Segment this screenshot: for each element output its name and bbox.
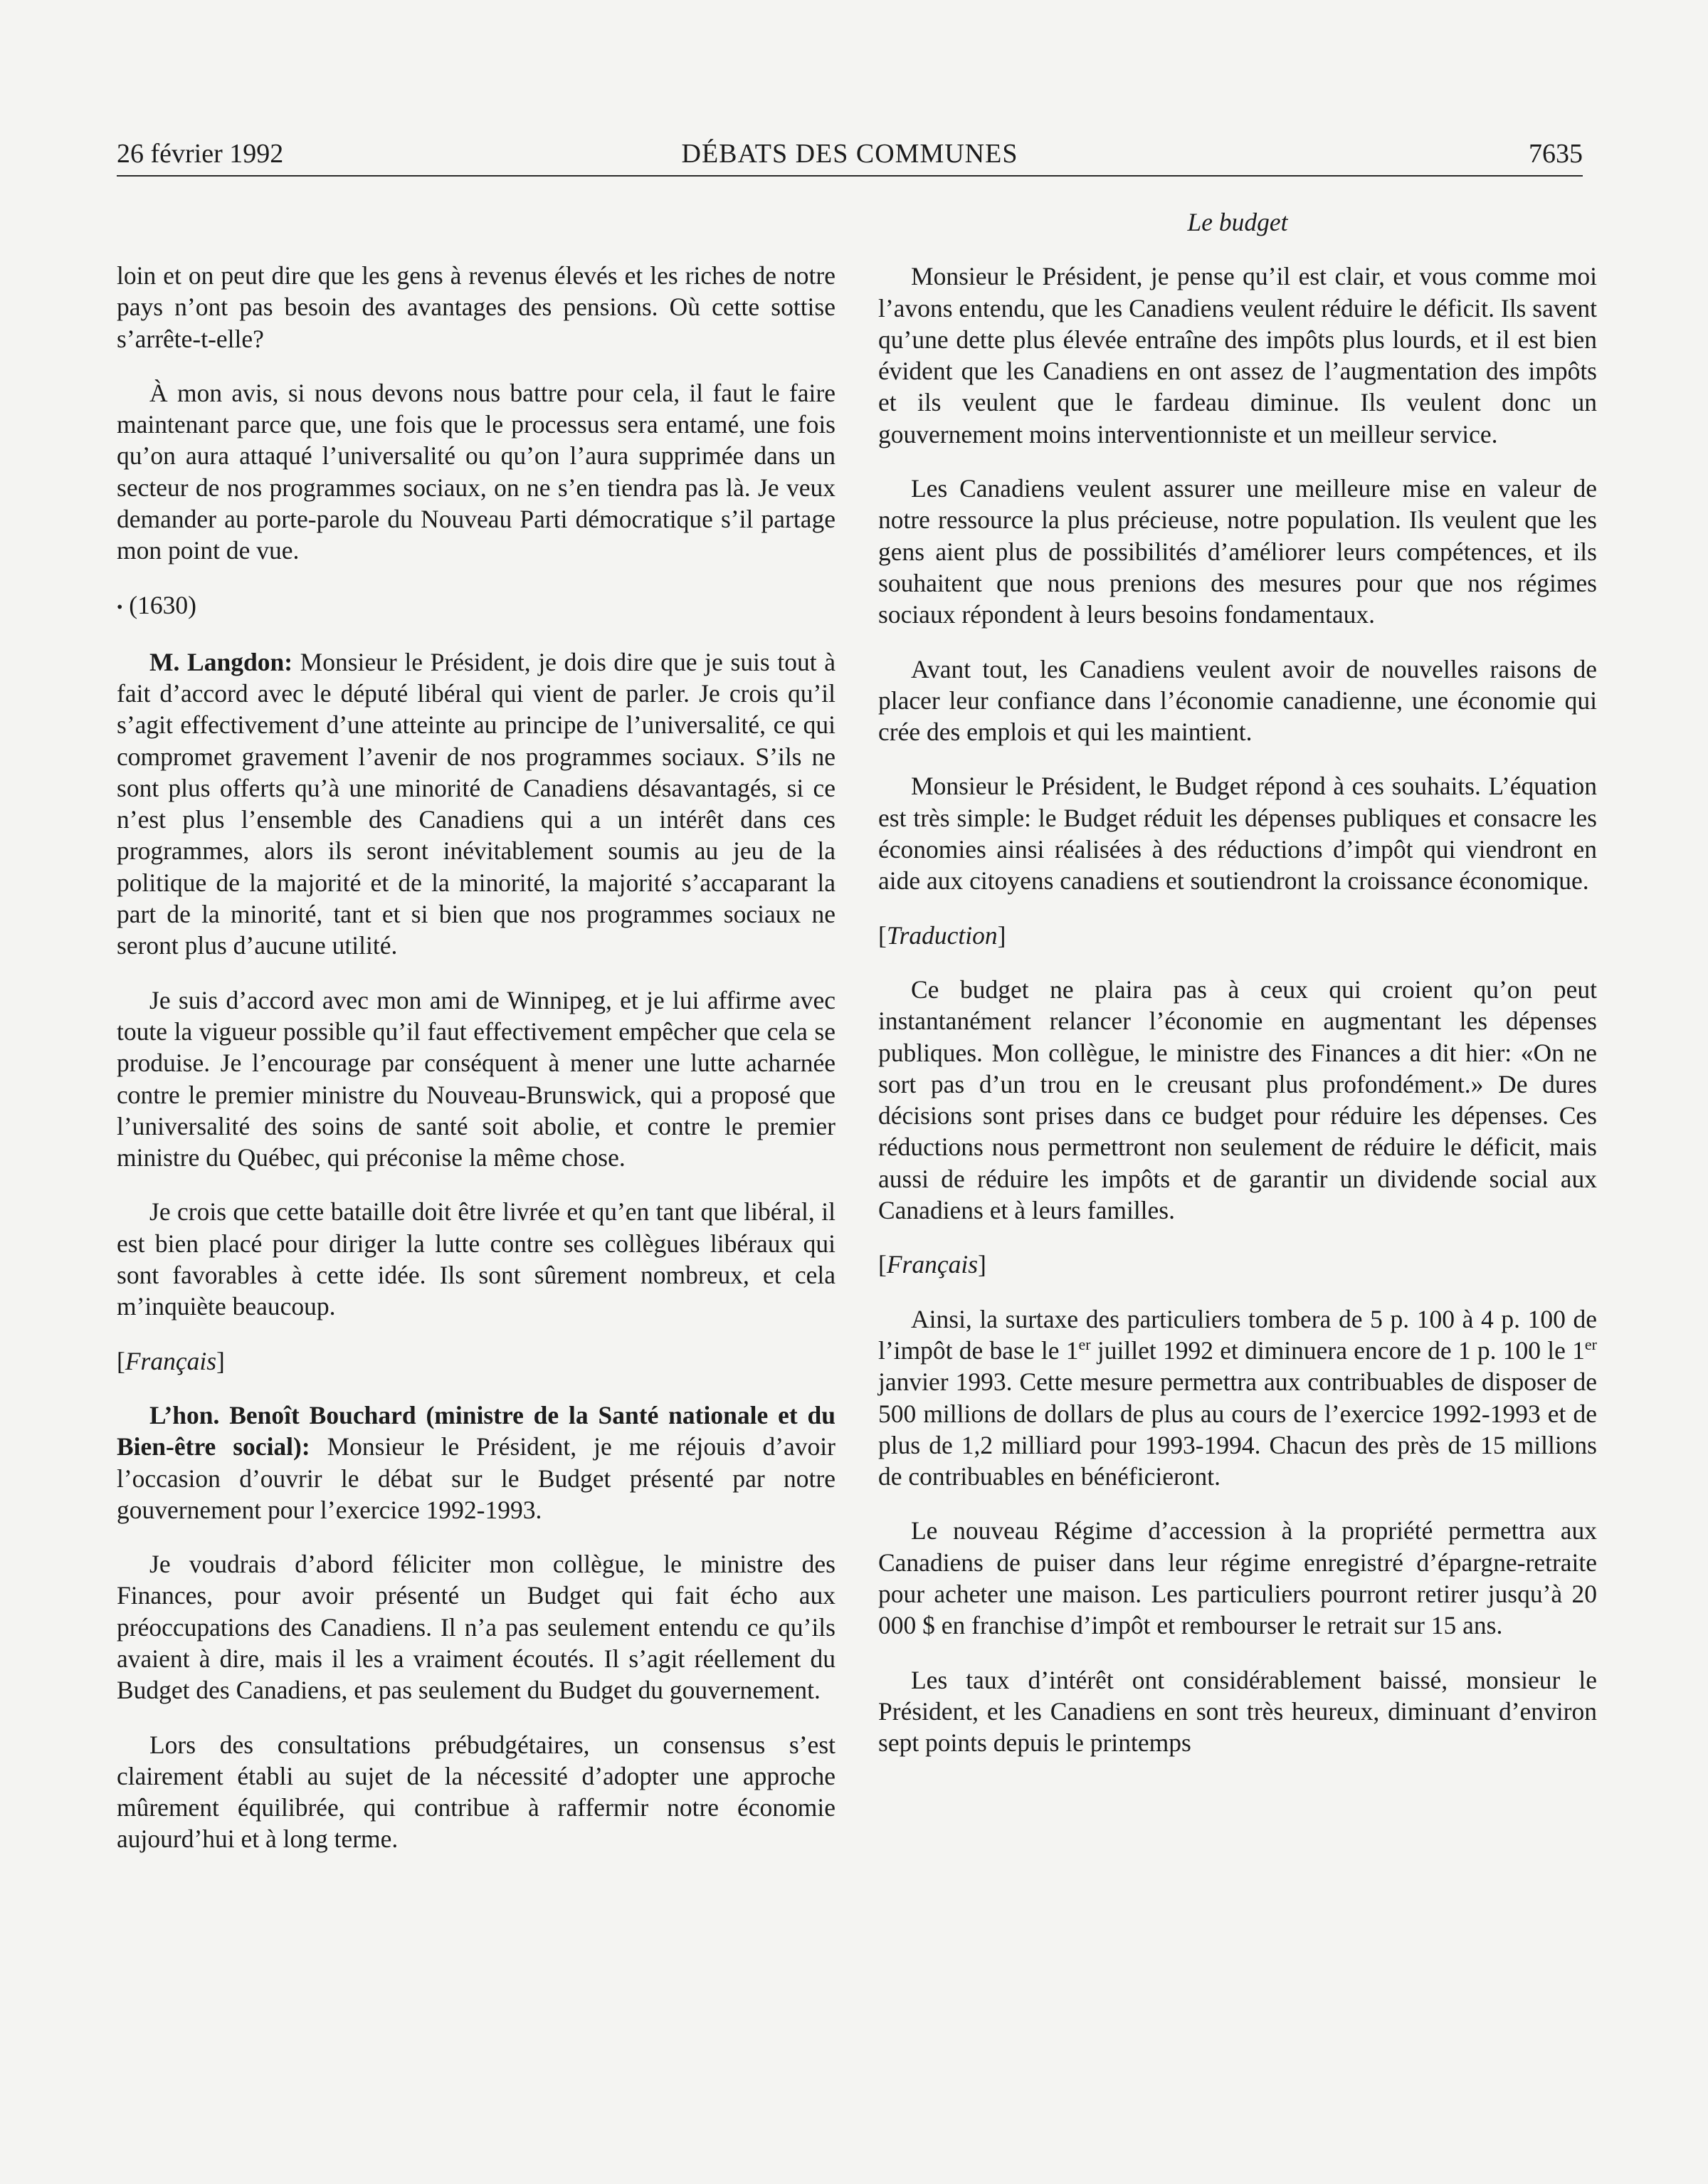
language-label: Français [125,1346,217,1375]
bullet-icon: • [117,598,123,617]
right-column [878,206,1597,1781]
right-paragraph-3: Avant tout, les Canadiens veulent avoir de nouvelles raisons de placer leur confiance dans l’économie canadienne, une économie qui crée des emplois et qui les maintient. [878,654,1597,747]
speech-text: Monsieur le Président, je me réjouis d’avoir l’occasion d’ouvrir le débat sur le Budget présenté par notre gouvernement pour l’exercice 1992-1993. [117,1432,835,1524]
right-paragraph-5: Ce budget ne plaira pas à ceux qui croient qu’on peut instantanément relancer l’économie en augmentant les dépenses publiques. Mon collègue, le ministre des Finances a dit hier: «On ne sort pas d’un trou en le creusant plus profondément.» De dures décisions sont prises dans ce budget pour réduire les dépenses. Ces réductions nous permettront non seulement de réduire le déficit, mais aussi de réduire les impôts et de garantir un dividende social aux Canadiens et à leurs familles. [878,975,1597,1225]
timestamp [117,589,835,624]
speaker-name: L’hon. Benoît Bouchard (ministre de la Santé nationale et du Bien-être social): [117,1400,835,1461]
left-paragraph-1: loin et on peut dire que les gens à revenus élevés et les riches de notre pays n’ont pas besoin des avantages des pensions. Où cette sottise s’arrête-t-elle? [117,261,835,353]
superscript: er [1078,1335,1091,1354]
header-page-number: 7635 [1529,139,1583,169]
right-paragraph-4: Monsieur le Président, le Budget répond à ces souhaits. L’équation est très simple: le Budget réduit les dépenses publiques et consacre les économies ainsi réalisées à des réductions d’impôt qui viendront en aide aux citoyens canadiens et soutiendront la croissance économique. [878,772,1597,896]
translation-marker [878,920,1597,951]
timestamp-text: (1630) [129,590,196,619]
text-segment: janvier 1993. Cette mesure permettra aux contribuables de disposer de 500 millions de dollars de plus au cours de l’exercice 1992-1993 et de plus de 1,2 milliard pour 1993-1994. Chacun des près de 15 millions de contribuables en bénéficieront. [878,1367,1597,1491]
speaker-name: M. Langdon: [149,647,293,676]
language-marker [117,1345,835,1377]
text-segment: Ainsi, la surtaxe des particuliers tombera de 5 p. 100 à 4 p. 100 de l’impôt de base le 1 [878,1304,1597,1365]
bracket-open: [ [117,1346,125,1375]
header-title: DÉBATS DES COMMUNES [681,139,1018,169]
bracket-open: [ [878,920,887,950]
right-paragraph-2: Les Canadiens veulent assurer une meilleure mise en valeur de notre ressource la plus précieuse, notre population. Ils veulent que les gens aient plus de possibilités d’améliorer leurs compétences, et ils souhaitent que nous prenions des mesures pour que nos régimes sociaux répondent à leurs besoins fondamentaux. [878,474,1597,629]
right-paragraph-7: Le nouveau Régime d’accession à la propriété permettra aux Canadiens de puiser dans leur régime enregistré d’épargne-retraite pour acheter une maison. Les particuliers pourront retirer jusqu’à 20 000 $ en franchise d’impôt et rembourser le retrait sur 15 ans. [878,1516,1597,1640]
left-column [117,260,835,1878]
right-paragraph-1: Monsieur le Président, je pense qu’il est clair, et vous comme moi l’avons entendu, que les Canadiens veulent réduire le déficit. Ils savent qu’une dette plus élevée entraîne des impôts plus lourds, et il est bien évident que les Canadiens en ont assez de l’augmentation des impôts et ils veulent que le fardeau diminue. Ils veulent donc un gouvernement moins interventionniste et un meilleur service. [878,262,1597,448]
left-paragraph-langdon [117,646,835,962]
left-paragraph-2: À mon avis, si nous devons nous battre pour cela, il faut le faire maintenant parce que, une fois que le processus sera entamé, une fois qu’on aura attaqué l’universalité ou qu’on l’aura supprimée dans un secteur de nos programmes sociaux, on ne s’en tiendra pas là. Je veux demander au porte-parole du Nouveau Parti démocratique s’il partage mon point de vue. [117,378,835,565]
bracket-close: ] [216,1346,225,1375]
left-paragraph-bouchard [117,1400,835,1526]
bracket-open: [ [878,1250,887,1279]
translation-label: Traduction [886,920,998,950]
text-segment: juillet 1992 et diminuera encore de 1 p. 100 le 1 [1090,1335,1585,1365]
bracket-close: ] [978,1250,986,1279]
left-paragraph-4: Je suis d’accord avec mon ami de Winnipeg, et je lui affirme avec toute la vigueur possible qu’il faut effectivement empêcher que cela se produise. Je l’encourage par conséquent à mener une lutte acharnée contre le premier ministre du Nouveau-Brunswick, qui a proposé que l’universalité des soins de santé soit abolie, et contre le premier ministre du Québec, qui préconise la même chose. [117,985,835,1172]
right-paragraph-8: Les taux d’intérêt ont considérablement baissé, monsieur le Président, et les Canadiens en sont très heureux, diminuant d’environ sept points depuis le printemps [878,1665,1597,1758]
header-date: 26 février 1992 [117,139,284,169]
left-paragraph-8: Lors des consultations prébudgétaires, un consensus s’est clairement établi au sujet de la nécessité d’adopter une approche mûrement équilibrée, qui contribue à raffermir notre économie aujourd’hui et à long terme. [117,1730,835,1854]
superscript: er [1584,1335,1597,1354]
right-paragraph-6 [878,1303,1597,1493]
language-marker [878,1249,1597,1280]
page-header [117,135,1583,177]
left-paragraph-5: Je crois que cette bataille doit être livrée et qu’en tant que libéral, il est bien placé pour diriger la lutte contre ses collègues libéraux qui sont favorables à cette idée. Ils sont sûrement nombreux, et cela m’inquiète beaucoup. [117,1197,835,1321]
section-title: Le budget [1187,208,1288,236]
speech-text: Monsieur le Président, je dois dire que je suis tout à fait d’accord avec le député libéral qui vient de parler. Je crois qu’il s’agit effectivement d’une atteinte au principe de l’universalité, ce qui compromet gravement l’avenir de nos programmes sociaux. S’ils ne sont plus offerts qu’à une minorité de Canadiens désavantagés, si ce n’est plus l’ensemble des Canadiens qui a un intérêt dans ces programmes, alors ils seront inévitablement soumis au jeu de la politique de la majorité et de la minorité, la majorité s’accaparant la part de la minorité, tant et si bien que nos programmes sociaux ne seront plus d’aucune utilité. [117,647,835,960]
left-paragraph-7: Je voudrais d’abord féliciter mon collègue, le ministre des Finances, pour avoir présenté un Budget qui fait écho aux préoccupations des Canadiens. Il n’a pas seulement entendu ce qu’ils avaient à dire, mais il les a vraiment écoutés. Il s’agit réellement du Budget des Canadiens, et pas seulement du Budget du gouvernement. [117,1550,835,1705]
language-label: Français [886,1250,979,1279]
bracket-close: ] [997,920,1006,950]
